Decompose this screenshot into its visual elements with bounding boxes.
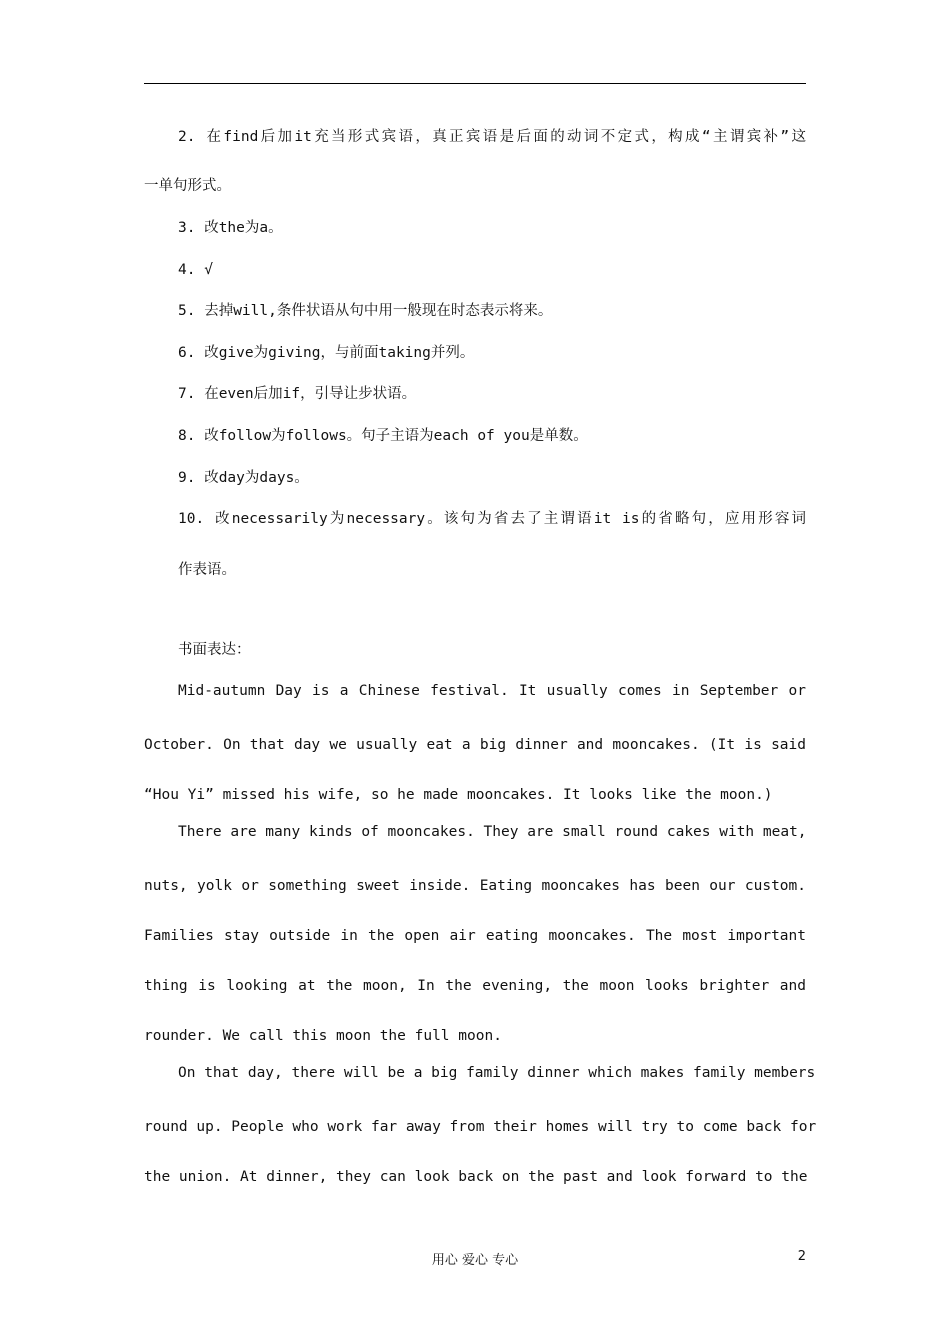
essay-line: “Hou Yi” missed his wife, so he made mooncakes. It looks like the moon.) xyxy=(144,787,773,803)
essay-line: thing is looking at the moon, In the evening, the moon looks brighter and xyxy=(144,978,806,994)
answer-5: 5. 去掉will,条件状语从句中用一般现在时态表示将来。 xyxy=(178,303,553,319)
essay-line: October. On that day we usually eat a big dinner and mooncakes. (It is said xyxy=(144,737,806,753)
essay-line: Mid-autumn Day is a Chinese festival. It usually comes in September or xyxy=(178,683,806,699)
writing-heading: 书面表达： xyxy=(178,642,251,658)
answer-7: 7. 在even后加if，引导让步状语。 xyxy=(178,386,417,402)
answer-6: 6. 改give为giving，与前面taking并列。 xyxy=(178,345,475,361)
header-rule xyxy=(144,83,806,84)
answer-10: 10. 改necessarily为necessary。该句为省去了主谓语it is的省略句，应用形容词 xyxy=(178,511,806,527)
answer-2-continued: 一单句形式。 xyxy=(144,178,231,194)
essay-line: the union. At dinner, they can look back on the past and look forward to the xyxy=(144,1169,808,1185)
essay-line: Families stay outside in the open air eating mooncakes. The most important xyxy=(144,928,806,944)
answer-9: 9. 改day为days。 xyxy=(178,470,309,486)
footer-motto: 用心 爱心 专心 xyxy=(431,1253,519,1268)
answer-3: 3. 改the为a。 xyxy=(178,220,283,236)
essay-line: rounder. We call this moon the full moon. xyxy=(144,1028,502,1044)
essay-line: round up. People who work far away from their homes will try to come back for xyxy=(144,1119,817,1135)
essay-line: nuts, yolk or something sweet inside. Eating mooncakes has been our custom. xyxy=(144,878,806,894)
answer-2: 2. 在find后加it充当形式宾语，真正宾语是后面的动词不定式，构成“主谓宾补”这 xyxy=(178,129,806,145)
essay-line: On that day, there will be a big family dinner which makes family members xyxy=(178,1065,816,1081)
answer-10-continued: 作表语。 xyxy=(178,562,236,578)
essay-line: There are many kinds of mooncakes. They are small round cakes with meat, xyxy=(178,824,807,840)
page-number: 2 xyxy=(797,1249,806,1264)
answer-8: 8. 改follow为follows。句子主语为each of you是单数。 xyxy=(178,428,588,444)
answer-4: 4. √ xyxy=(178,262,213,278)
